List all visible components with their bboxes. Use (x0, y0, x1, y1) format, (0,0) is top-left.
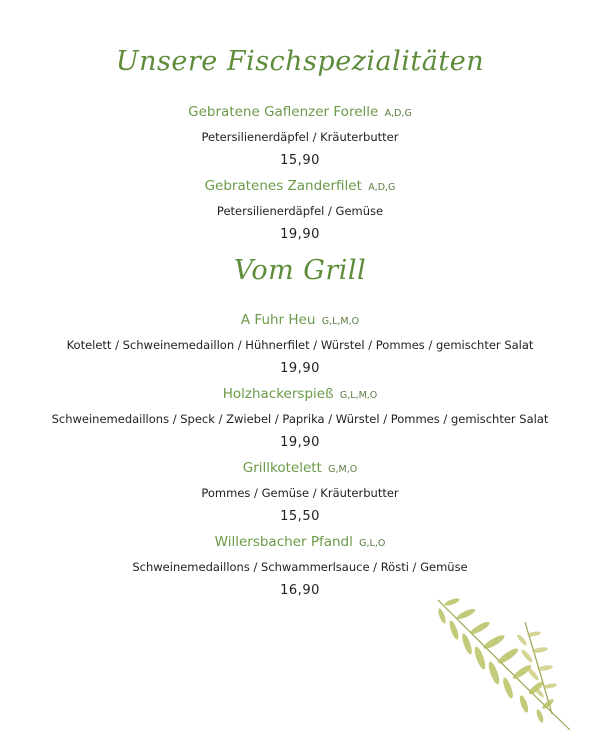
item-price: 15,90 (280, 153, 320, 168)
item-price: 19,90 (280, 435, 320, 450)
item-allergens: A,D,G (368, 182, 396, 193)
item-price: 19,90 (280, 361, 320, 376)
item-name: Grillkotelett (242, 460, 322, 476)
item-price: 15,50 (280, 509, 320, 524)
item-allergens: G,L,M,O (321, 316, 360, 327)
item-price: 16,90 (280, 583, 320, 598)
item-name: Gebratenes Zanderfilet (204, 178, 362, 194)
item-description: Schweinemedaillons / Schwammerlsauce / Rösti / Gemüse (132, 560, 468, 574)
section-title-fish: Unsere Fischspezialitäten (115, 46, 485, 77)
item-allergens: G,L,M,O (339, 390, 378, 401)
menu-item (0, 178, 600, 243)
item-allergens: A,D,G (384, 108, 412, 119)
item-description: Pommes / Gemüse / Kräuterbutter (201, 486, 399, 500)
item-price: 19,90 (280, 227, 320, 242)
item-name: Holzhackerspieß (222, 386, 334, 402)
item-name: A Fuhr Heu (240, 312, 316, 328)
item-description: Kotelett / Schweinemedaillon / Hühnerfilet / Würstel / Pommes / gemischter Salat (66, 338, 534, 352)
section-title-grill: Vom Grill (233, 255, 367, 286)
item-allergens: G,L,O (359, 538, 386, 549)
menu-item (0, 460, 600, 525)
item-allergens: G,M,O (328, 464, 358, 475)
menu-item (0, 534, 600, 599)
item-description: Schweinemedaillons / Speck / Zwiebel / Paprika / Würstel / Pommes / gemischter Salat (51, 412, 549, 426)
item-description: Petersilienerdäpfel / Gemüse (216, 204, 384, 218)
menu-item (0, 104, 600, 169)
item-name: Gebratene Gaflenzer Forelle (188, 104, 379, 120)
fern-icon (430, 592, 580, 737)
item-name: Willersbacher Pfandl (214, 534, 353, 550)
menu-item (0, 386, 600, 451)
menu-item (0, 312, 600, 377)
item-description: Petersilienerdäpfel / Kräuterbutter (201, 130, 399, 144)
